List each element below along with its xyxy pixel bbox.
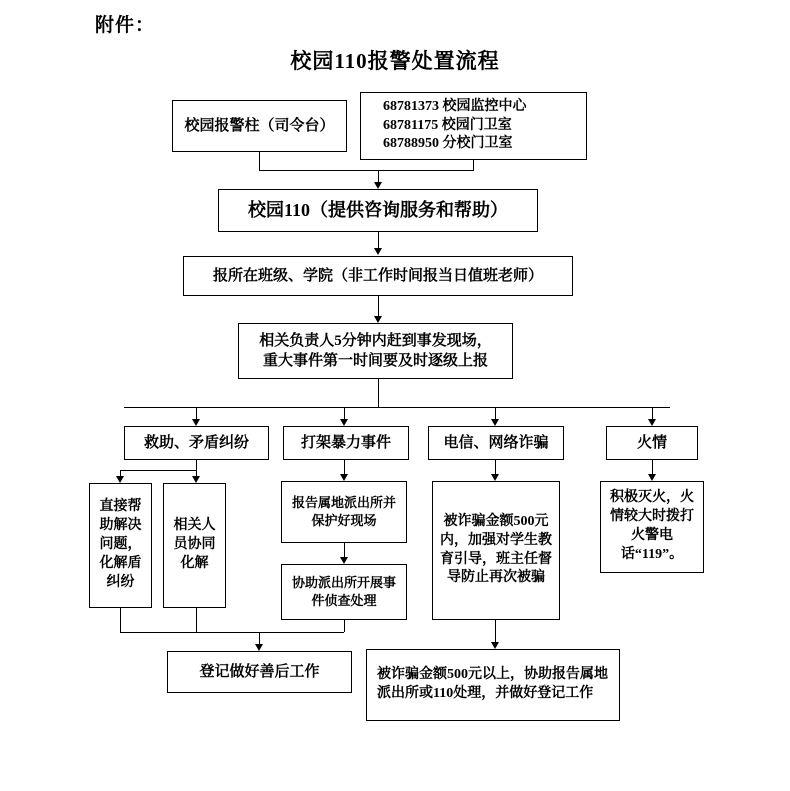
node-fraud-small-line-1: 被诈骗金额500元内，加强对学生教育引导，班主任督导防止再次被骗 (440, 513, 552, 586)
arrow-110-to-report (374, 248, 382, 255)
arrow-help-to-mediate (192, 476, 200, 483)
arrow-bus-to-register (255, 644, 263, 651)
node-category-fight (283, 426, 409, 460)
connector-responsible-down (378, 379, 379, 407)
page-title: 校园110报警处置流程 (290, 49, 500, 73)
node-phone-list-line-2: 68781175 校园门卫室 (383, 117, 512, 133)
node-alarm-post (172, 100, 347, 152)
node-fight-assist-line-1: 协助派出所开展事件侦查处理 (291, 575, 396, 608)
arrow-bus-to-fraud (491, 419, 499, 426)
connector-help-direct-down (120, 608, 121, 632)
node-phone-list-line-1: 68781373 校园监控中心 (383, 98, 527, 114)
arrow-help-to-direct (116, 476, 124, 483)
node-help-mediate-line-1: 相关人员协同化解 (173, 518, 216, 571)
node-category-help (124, 426, 269, 460)
arrow-fight-to-report (340, 474, 348, 481)
connector-report-to-responsible (378, 296, 379, 318)
arrow-fire-to-action (648, 474, 656, 481)
arrow-bus-to-help (192, 419, 200, 426)
arrow-fight-report-to-assist (340, 557, 348, 564)
node-phone-list-line-3: 68788950 分校门卫室 (383, 136, 513, 152)
node-responsible-person-line-1: 相关负责人5分钟内赶到事发现场， (259, 332, 492, 349)
node-fraud-large (366, 649, 620, 721)
attachment-label: 附件： (95, 15, 156, 36)
connector-register-bus (120, 632, 344, 633)
node-report-class (183, 256, 573, 296)
node-campus-110-line-1: 校园110（提供咨询服务和帮助） (247, 200, 508, 221)
connector-help-mediate-down (196, 608, 197, 632)
connector-category-bus (124, 407, 670, 408)
arrow-fraud-to-small (491, 474, 499, 481)
connector-fraud-small-down (495, 620, 496, 644)
node-fraud-small (432, 481, 560, 620)
node-fight-assist (281, 564, 407, 620)
node-category-fraud (428, 426, 564, 460)
connector-alarm-post-down (259, 152, 260, 170)
node-help-mediate (163, 483, 226, 608)
node-fight-report (281, 481, 407, 543)
node-category-fire-line-1: 火情 (636, 434, 667, 451)
node-fight-report-line-1: 报告属地派出所并保护好现场 (291, 495, 396, 528)
node-fire-action (600, 481, 704, 573)
node-responsible-person (238, 323, 513, 379)
node-alarm-post-line-1: 校园报警柱（司令台） (184, 117, 335, 134)
node-fraud-large-line-1: 被诈骗金额500元以上，协助报告属地派出所或110处理，并做好登记工作 (377, 667, 608, 701)
node-report-class-line-1: 报所在班级、学院（非工作时间报当日值班老师） (212, 267, 543, 284)
arrow-report-to-responsible (374, 316, 382, 323)
connector-help-split (120, 470, 196, 471)
node-fire-action-line-1: 积极灭火，火情较大时拨打火警电话“119”。 (610, 490, 694, 562)
node-category-fire (606, 426, 698, 460)
arrow-fraud-small-to-large (491, 642, 499, 649)
node-responsible-person-line-2: 重大事件第一时间要及时逐级上报 (262, 353, 488, 369)
node-help-direct (89, 483, 152, 608)
node-category-help-line-1: 救助、矛盾纠纷 (143, 434, 249, 451)
connector-phones-down (473, 160, 474, 170)
node-category-fight-line-1: 打架暴力事件 (300, 434, 391, 451)
node-campus-110 (218, 189, 538, 232)
connector-row1-join (259, 170, 474, 171)
node-help-direct-line-1: 直接帮助解决问题，化解盾纠纷 (99, 499, 142, 590)
arrow-row1-to-110 (374, 182, 382, 189)
arrow-bus-to-fire (648, 419, 656, 426)
node-phone-list (360, 92, 587, 160)
connector-help-down (196, 460, 197, 470)
node-register-after-line-1: 登记做好善后工作 (199, 663, 320, 680)
node-register-after (167, 651, 352, 693)
arrow-bus-to-fight (340, 419, 348, 426)
node-category-fraud-line-1: 电信、网络诈骗 (443, 434, 549, 451)
connector-fight-assist-down (344, 620, 345, 632)
